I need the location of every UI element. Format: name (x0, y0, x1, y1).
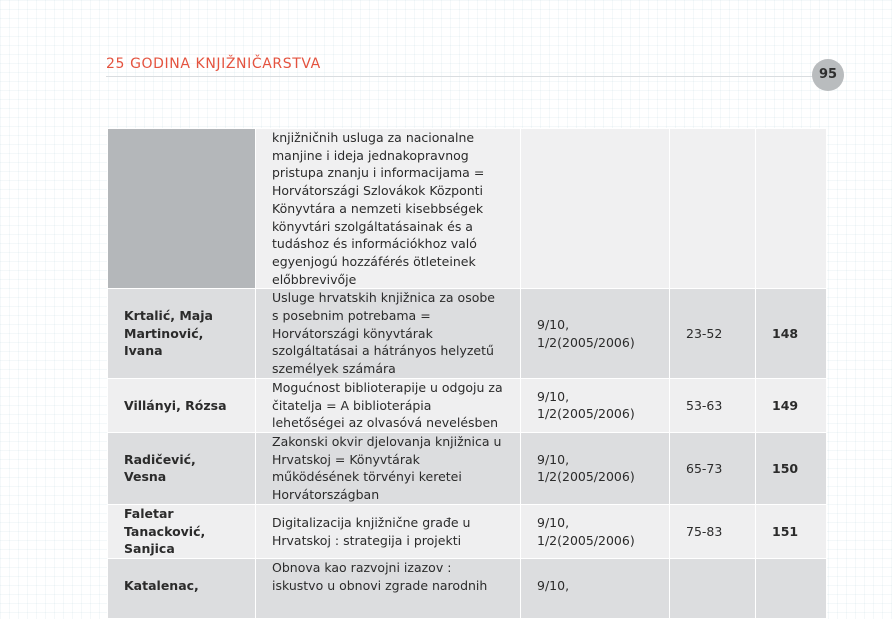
title-cell: Usluge hrvatskih knjižnica za osobe s posebnim potrebama = Horvátországi könyvtárak szolgáltatásai a hátrányos helyzetű személyek számára (256, 289, 521, 379)
table-row (108, 129, 827, 289)
table-row (108, 559, 827, 619)
title-cell: Zakonski okvir djelovanja knjižnica u Hrvatskoj = Könyvtárak működésének törvényi keretei Horvátországban (256, 432, 521, 504)
author-cell: Faletar Tanacković, Sanjica (108, 504, 256, 558)
issue-cell: 9/10, 1/2(2005/2006) (521, 504, 670, 558)
author-cell: Krtalić, Maja Martinović, Ivana (108, 289, 256, 379)
pages-cell (670, 129, 756, 289)
issue-cell: 9/10, 1/2(2005/2006) (521, 432, 670, 504)
pages-cell: 75-83 (670, 504, 756, 558)
table-row (108, 504, 827, 558)
pages-cell: 65-73 (670, 432, 756, 504)
number-cell (756, 559, 827, 619)
number-cell: 149 (756, 378, 827, 432)
issue-cell (521, 129, 670, 289)
author-cell (108, 129, 256, 289)
number-cell: 151 (756, 504, 827, 558)
pages-cell (670, 559, 756, 619)
table-row (108, 378, 827, 432)
author-cell: Villányi, Rózsa (108, 378, 256, 432)
title-cell: knjižničnih usluga za nacionalne manjine i ideja jednakopravnog pristupa znanju i informacijama = Horvátországi Szlovákok Központi Könyvtára a nemzeti kisebbségek könyvtári szolgáltatásainak és a tudáshoz és információkhoz való egyenjogú hozzáférés ötleteinek előbbrevivője (256, 129, 521, 289)
pages-cell: 23-52 (670, 289, 756, 379)
title-cell: Mogućnost biblioterapije u odgoju za čitatelja = A biblioterápia lehetőségei az olvasóvá nevelésben (256, 378, 521, 432)
header-rule (106, 76, 844, 77)
page-number-badge: 95 (812, 59, 844, 91)
title-cell: Obnova kao razvojni izazov : iskustvo u obnovi zgrade narodnih (256, 559, 521, 619)
bibliography-table (107, 128, 827, 619)
issue-cell: 9/10, 1/2(2005/2006) (521, 289, 670, 379)
number-cell (756, 129, 827, 289)
number-cell: 150 (756, 432, 827, 504)
issue-cell: 9/10, 1/2(2005/2006) (521, 378, 670, 432)
table-row (108, 432, 827, 504)
pages-cell: 53-63 (670, 378, 756, 432)
title-cell: Digitalizacija knjižnične građe u Hrvatskoj : strategija i projekti (256, 504, 521, 558)
bibliography-table-container (107, 128, 826, 619)
author-cell: Katalenac, (108, 559, 256, 619)
number-cell: 148 (756, 289, 827, 379)
issue-cell: 9/10, (521, 559, 670, 619)
table-row (108, 289, 827, 379)
running-header-title: 25 GODINA KNJIŽNIČARSTVA (106, 56, 321, 72)
author-cell: Radičević, Vesna (108, 432, 256, 504)
